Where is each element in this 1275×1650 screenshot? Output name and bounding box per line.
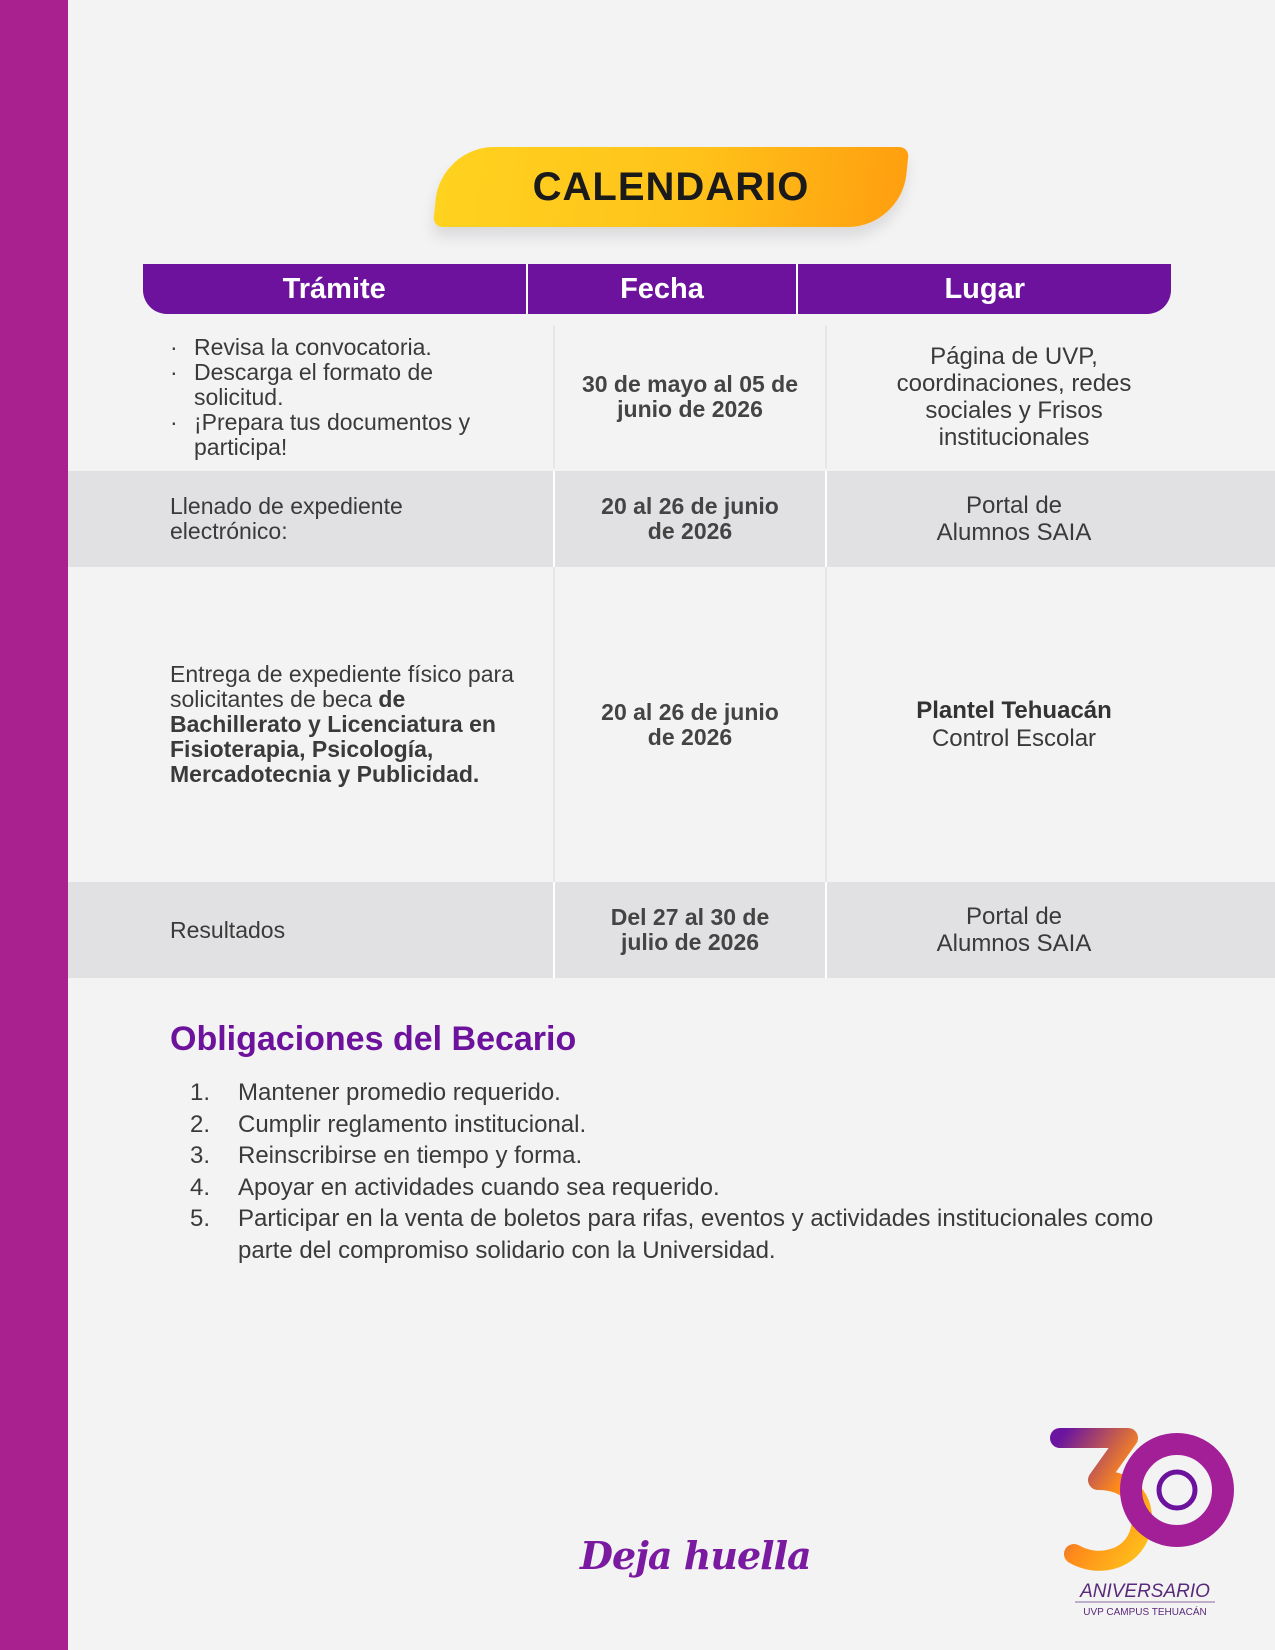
tramite-text-bold: de Bachillerato y Licenciatura en Fisioterapia, Psicología, Mercadotecnia y Publicidad. bbox=[170, 686, 496, 787]
lugar-cell bbox=[827, 882, 1201, 978]
table-row bbox=[68, 882, 1275, 978]
table-row bbox=[68, 567, 1275, 882]
list-item: · Revisa la convocatoria. bbox=[170, 335, 520, 360]
header-tramite: Trámite bbox=[143, 264, 528, 314]
tramite-bullet-list bbox=[170, 335, 520, 460]
list-item bbox=[190, 1140, 1190, 1172]
tramite-text-plain: Entrega de expediente físico para solicitantes de beca bbox=[170, 661, 514, 712]
header-fecha: Fecha bbox=[528, 264, 799, 314]
fecha-text: 20 al 26 de junio de 2026 bbox=[601, 493, 779, 544]
tramite-cell bbox=[68, 567, 555, 882]
logo-inner-ring bbox=[1159, 1472, 1195, 1508]
list-item bbox=[190, 1077, 1190, 1109]
lugar-cell bbox=[827, 326, 1201, 468]
tramite-cell bbox=[68, 882, 555, 978]
item-number: 4. bbox=[190, 1173, 211, 1201]
fecha-text: 30 de mayo al 05 de junio de 2026 bbox=[581, 371, 799, 422]
tagline: Deja huella bbox=[580, 1533, 811, 1578]
list-item: · Descarga el formato de solicitud. bbox=[170, 360, 520, 410]
item-number: 1. bbox=[190, 1079, 211, 1106]
lugar-text-bold: Plantel Tehuacán bbox=[916, 696, 1112, 724]
tramite-cell bbox=[68, 326, 555, 468]
lugar-text: Portal de Alumnos SAIA bbox=[936, 903, 1092, 957]
side-accent-bar bbox=[0, 0, 68, 1650]
list-item bbox=[190, 1109, 1190, 1141]
list-item bbox=[190, 1172, 1190, 1204]
fecha-text: 20 al 26 de junio de 2026 bbox=[601, 698, 779, 750]
tramite-text: Llenado de expediente electrónico: bbox=[170, 493, 403, 544]
logo-zero-ring bbox=[1131, 1444, 1223, 1536]
item-text: Participar en la venta de boletos para rifas, eventos y actividades institucionales como parte del compromiso solidario con la Universidad. bbox=[238, 1205, 1154, 1264]
fecha-cell bbox=[555, 471, 827, 567]
item-text: Mantener promedio requerido. bbox=[238, 1079, 561, 1106]
lugar-cell bbox=[827, 567, 1201, 882]
lugar-text: Página de UVP, coordinaciones, redes sociales y Frisos institucionales bbox=[896, 343, 1132, 451]
lugar-text: Control Escolar bbox=[931, 724, 1097, 752]
header-lugar: Lugar bbox=[944, 272, 1025, 305]
tramite-text bbox=[170, 662, 520, 787]
obligaciones-title: Obligaciones del Becario bbox=[170, 1020, 577, 1058]
fecha-text: Del 27 al 30 de julio de 2026 bbox=[610, 904, 770, 955]
fecha-cell bbox=[555, 567, 827, 882]
fecha-cell bbox=[555, 326, 827, 468]
obligaciones-list bbox=[190, 1077, 1190, 1266]
lugar-cell bbox=[827, 471, 1201, 567]
logo-subtext: UVP CAMPUS TEHUACÁN bbox=[1083, 1607, 1207, 1618]
list-item: · ¡Prepara tus documentos y participa! bbox=[170, 410, 520, 460]
lugar-text: Portal de Alumnos SAIA bbox=[936, 492, 1092, 546]
table-row bbox=[68, 471, 1275, 567]
page-title: CALENDARIO bbox=[532, 165, 810, 209]
anniversary-logo bbox=[1040, 1428, 1235, 1623]
table-header bbox=[143, 264, 1171, 314]
item-number: 3. bbox=[190, 1142, 211, 1169]
item-number: 2. bbox=[190, 1110, 211, 1138]
tramite-cell bbox=[68, 471, 555, 567]
list-item bbox=[190, 1203, 1190, 1266]
fecha-cell bbox=[555, 882, 827, 978]
tramite-text: Resultados bbox=[170, 916, 286, 943]
table-row bbox=[68, 326, 1275, 468]
item-number: 5. bbox=[190, 1205, 211, 1232]
item-text: Reinscribirse en tiempo y forma. bbox=[238, 1142, 583, 1169]
item-text: Cumplir reglamento institucional. bbox=[238, 1110, 587, 1138]
logo-word: ANIVERSARIO bbox=[1080, 1581, 1210, 1602]
item-text: Apoyar en actividades cuando sea requerido. bbox=[238, 1173, 720, 1201]
